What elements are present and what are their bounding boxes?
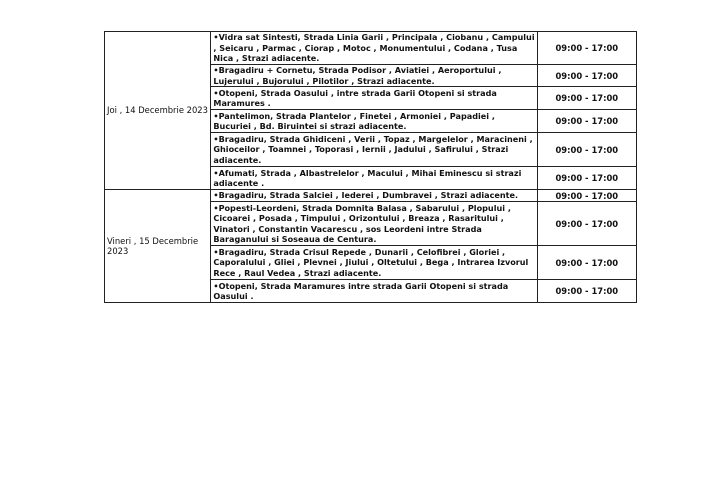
streets-cell: •Bragadiru + Cornetu, Strada Podisor , Aviatiei , Aeroportului , Lujerului , Bujorului , Pilotilor , Strazi adiacente. bbox=[211, 65, 537, 87]
time-cell: 09:00 - 17:00 bbox=[537, 167, 636, 190]
table-row bbox=[105, 190, 637, 202]
streets-cell: •Bragadiru, Strada Crisul Repede , Dunarii , Celofibrei , Gloriei , Caporalului , Gliei , Plevnei , Jiului , Oltetului , Bega , Intrarea Izvorul Rece , Raul Vedea , Strazi adiacente. bbox=[211, 246, 537, 280]
streets-cell: •Otopeni, Strada Maramures intre strada Garii Otopeni si strada Oasului . bbox=[211, 280, 537, 303]
time-cell: 09:00 - 17:00 bbox=[537, 32, 636, 65]
streets-cell: •Popesti-Leordeni, Strada Domnita Balasa , Sabarului , Plopului , Cicoarei , Posada , Timpului , Orizontului , Breaza , Rasaritului , Vinatori , Constantin Vacarescu , sos Leordeni intre Strada Baraganului si Soseaua de Centura. bbox=[211, 202, 537, 246]
streets-cell: •Bragadiru, Strada Ghidiceni , Verii , Topaz , Margelelor , Maracineni , Ghioceilor , Toamnei , Toporasi , Iernii , Jadului , Safirului , Strazi adiacente. bbox=[211, 133, 537, 167]
time-cell: 09:00 - 17:00 bbox=[537, 280, 636, 303]
day-cell: Vineri , 15 Decembrie 2023 bbox=[105, 190, 211, 303]
time-cell: 09:00 - 17:00 bbox=[537, 65, 636, 87]
time-cell: 09:00 - 17:00 bbox=[537, 190, 636, 202]
streets-cell: •Bragadiru, Strada Salciei , Iederei , Dumbravei , Strazi adiacente. bbox=[211, 190, 537, 202]
streets-cell: •Vidra sat Sintesti, Strada Linia Garii , Principala , Ciobanu , Campului , Seicaru , Parmac , Ciorap , Motoc , Monumentului , Codana , Tusa Nica , Strazi adiacente. bbox=[211, 32, 537, 65]
time-cell: 09:00 - 17:00 bbox=[537, 246, 636, 280]
streets-cell: •Otopeni, Strada Oasului , intre strada Garii Otopeni si strada Maramures . bbox=[211, 87, 537, 110]
time-cell: 09:00 - 17:00 bbox=[537, 133, 636, 167]
day-cell: Joi , 14 Decembrie 2023 bbox=[105, 32, 211, 190]
time-cell: 09:00 - 17:00 bbox=[537, 110, 636, 133]
schedule-table bbox=[104, 31, 637, 303]
streets-cell: •Pantelimon, Strada Plantelor , Finetei , Armoniei , Papadiei , Bucuriei , Bd. Biruintei si strazi adiacente. bbox=[211, 110, 537, 133]
streets-cell: •Afumati, Strada , Albastrelelor , Macului , Mihai Eminescu si strazi adiacente . bbox=[211, 167, 537, 190]
time-cell: 09:00 - 17:00 bbox=[537, 87, 636, 110]
table-row bbox=[105, 32, 637, 65]
time-cell: 09:00 - 17:00 bbox=[537, 202, 636, 246]
